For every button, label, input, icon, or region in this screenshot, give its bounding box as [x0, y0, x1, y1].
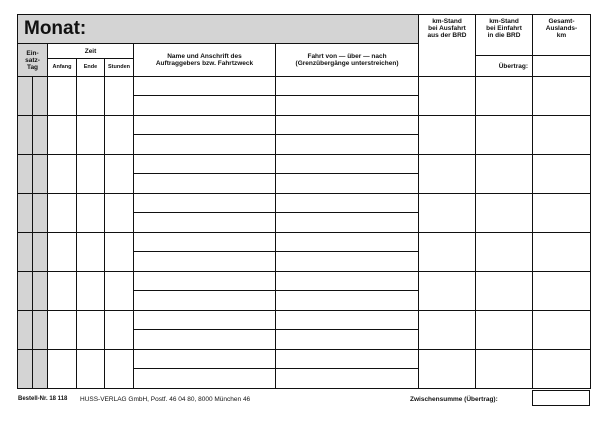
km-total-cell[interactable]: [533, 233, 591, 272]
day-cell[interactable]: [18, 194, 33, 233]
start-cell[interactable]: [48, 311, 77, 350]
route-line[interactable]: [276, 291, 419, 311]
route-line[interactable]: [276, 252, 419, 272]
route-line[interactable]: [276, 233, 419, 252]
day-cell[interactable]: [18, 116, 33, 155]
route-line[interactable]: [276, 96, 419, 116]
name-line[interactable]: [134, 135, 276, 155]
name-line[interactable]: [134, 213, 276, 233]
hours-cell[interactable]: [105, 311, 134, 350]
day-cell[interactable]: [33, 116, 48, 155]
uebertrag-label: Übertrag:: [476, 56, 533, 77]
name-line[interactable]: [134, 291, 276, 311]
km-out-cell[interactable]: [419, 155, 476, 194]
name-line[interactable]: [134, 330, 276, 350]
km-total-cell[interactable]: [533, 311, 591, 350]
name-line[interactable]: [134, 233, 276, 252]
day-cell[interactable]: [33, 155, 48, 194]
km-total-cell[interactable]: [533, 350, 591, 389]
start-cell[interactable]: [48, 194, 77, 233]
route-line[interactable]: [276, 116, 419, 135]
route-line[interactable]: [276, 272, 419, 291]
entry-rows: [17, 76, 419, 389]
km-total-cell[interactable]: [533, 116, 591, 155]
hours-cell[interactable]: [105, 272, 134, 311]
month-label: Monat:: [24, 18, 87, 39]
route-line[interactable]: [276, 311, 419, 330]
hours-cell[interactable]: [105, 116, 134, 155]
day-cell[interactable]: [18, 272, 33, 311]
start-cell[interactable]: [48, 77, 77, 116]
km-total-cell[interactable]: [533, 77, 591, 116]
day-cell[interactable]: [18, 155, 33, 194]
zwischensumme-box[interactable]: [532, 390, 590, 406]
hours-cell[interactable]: [105, 233, 134, 272]
log-table: [17, 14, 419, 77]
km-total-cell[interactable]: [533, 272, 591, 311]
start-cell[interactable]: [48, 272, 77, 311]
day-cell[interactable]: [33, 272, 48, 311]
route-line[interactable]: [276, 77, 419, 96]
day-cell[interactable]: [33, 77, 48, 116]
hours-cell[interactable]: [105, 155, 134, 194]
km-total-cell[interactable]: [533, 155, 591, 194]
name-line[interactable]: [134, 116, 276, 135]
anfang-header: Anfang: [48, 59, 77, 77]
route-line[interactable]: [276, 174, 419, 194]
km-out-cell[interactable]: [419, 233, 476, 272]
end-cell[interactable]: [77, 116, 105, 155]
day-cell[interactable]: [33, 350, 48, 389]
km-in-cell[interactable]: [476, 155, 533, 194]
day-cell[interactable]: [18, 350, 33, 389]
name-line[interactable]: [134, 369, 276, 389]
start-cell[interactable]: [48, 350, 77, 389]
start-cell[interactable]: [48, 233, 77, 272]
route-line[interactable]: [276, 155, 419, 174]
end-cell[interactable]: [77, 155, 105, 194]
day-cell[interactable]: [33, 194, 48, 233]
km-out-cell[interactable]: [419, 350, 476, 389]
km-out-cell[interactable]: [419, 194, 476, 233]
km-in-cell[interactable]: [476, 311, 533, 350]
route-line[interactable]: [276, 194, 419, 213]
km-in-cell[interactable]: [476, 233, 533, 272]
name-line[interactable]: [134, 194, 276, 213]
end-cell[interactable]: [77, 233, 105, 272]
name-line[interactable]: [134, 155, 276, 174]
end-cell[interactable]: [77, 194, 105, 233]
end-cell[interactable]: [77, 311, 105, 350]
end-cell[interactable]: [77, 350, 105, 389]
km-out-cell[interactable]: [419, 311, 476, 350]
route-line[interactable]: [276, 350, 419, 369]
route-line[interactable]: [276, 330, 419, 350]
end-cell[interactable]: [77, 77, 105, 116]
hours-cell[interactable]: [105, 77, 134, 116]
route-line[interactable]: [276, 135, 419, 155]
day-cell[interactable]: [18, 233, 33, 272]
name-line[interactable]: [134, 96, 276, 116]
km-in-cell[interactable]: [476, 272, 533, 311]
hours-cell[interactable]: [105, 194, 134, 233]
km-out-cell[interactable]: [419, 272, 476, 311]
route-line[interactable]: [276, 369, 419, 389]
zeit-header: Zeit: [48, 44, 134, 59]
day-cell[interactable]: [33, 233, 48, 272]
km-ausfahrt-header: km-Stand bei Ausfahrt aus der BRD: [419, 15, 476, 77]
name-line[interactable]: [134, 252, 276, 272]
day-cell[interactable]: [18, 77, 33, 116]
day-cell[interactable]: [18, 311, 33, 350]
km-out-cell[interactable]: [419, 77, 476, 116]
fahrt-header: Fahrt von — über — nach (Grenzübergänge unterstreichen): [276, 44, 419, 77]
hours-cell[interactable]: [105, 350, 134, 389]
start-cell[interactable]: [48, 116, 77, 155]
zwischensumme-label: Zwischensumme (Übertrag):: [410, 396, 498, 403]
km-out-cell[interactable]: [419, 116, 476, 155]
name-header: Name und Anschrift des Auftraggebers bzw. Fahrtzweck: [134, 44, 276, 77]
einsatz-tag-header: Ein- satz- Tag: [18, 44, 48, 77]
route-line[interactable]: [276, 213, 419, 233]
km-in-cell[interactable]: [476, 350, 533, 389]
uebertrag-value[interactable]: [533, 56, 591, 77]
day-cell[interactable]: [33, 311, 48, 350]
publisher-info: HUSS-VERLAG GmbH, Postf. 46 04 80, 8000 München 46: [80, 396, 251, 403]
name-line[interactable]: [134, 350, 276, 369]
name-line[interactable]: [134, 77, 276, 96]
km-total-cell[interactable]: [533, 194, 591, 233]
km-in-cell[interactable]: [476, 116, 533, 155]
km-einfahrt-header: km-Stand bei Einfahrt in die BRD: [476, 15, 533, 56]
gesamt-km-header: Gesamt- Auslands- km: [533, 15, 591, 56]
month-cell[interactable]: [18, 15, 419, 44]
order-number: Bestell-Nr. 18 118: [18, 396, 68, 402]
ende-header: Ende: [77, 59, 105, 77]
name-line[interactable]: [134, 174, 276, 194]
name-line[interactable]: [134, 272, 276, 291]
km-in-cell[interactable]: [476, 77, 533, 116]
km-table: [418, 14, 591, 389]
stunden-header: Stunden: [105, 59, 134, 77]
end-cell[interactable]: [77, 272, 105, 311]
name-line[interactable]: [134, 311, 276, 330]
start-cell[interactable]: [48, 155, 77, 194]
km-in-cell[interactable]: [476, 194, 533, 233]
